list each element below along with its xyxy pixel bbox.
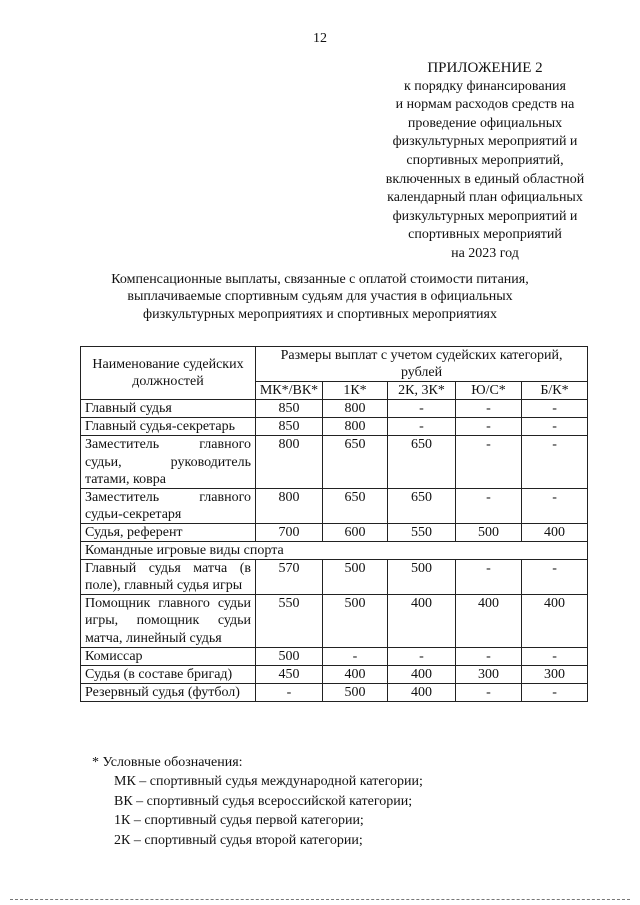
payment-value-cell: 600: [323, 523, 388, 541]
payment-value-cell: 400: [323, 665, 388, 683]
appendix-line: календарный план официальных: [387, 190, 583, 206]
position-name-cell: Заместитель главного судьи, руководитель татами, ковра: [81, 436, 256, 488]
position-name-cell: Резервный судья (футбол): [81, 683, 256, 701]
payment-value-cell: 400: [388, 683, 456, 701]
position-name-cell: Помощник главного судьи игры, помощник судьи матча, линейный судья: [81, 595, 256, 647]
payment-value-cell: 400: [456, 595, 522, 647]
payment-value-cell: -: [256, 683, 323, 701]
payment-value-cell: 400: [388, 595, 456, 647]
table-caption: [60, 271, 580, 323]
caption-line: выплачиваемые спортивным судьям для участия в официальных: [127, 289, 513, 305]
payment-value-cell: 300: [522, 665, 588, 683]
appendix-line: к порядку финансирования: [404, 78, 566, 94]
category-header: МК*/ВК*: [256, 382, 323, 400]
payment-value-cell: -: [388, 418, 456, 436]
appendix-line: физкультурных мероприятий и: [392, 134, 578, 150]
payment-value-cell: -: [522, 418, 588, 436]
payment-value-cell: -: [456, 400, 522, 418]
page-number: 12: [313, 31, 327, 46]
payment-value-cell: 550: [256, 595, 323, 647]
position-name-cell: Заместитель главного судьи-секретаря: [81, 488, 256, 523]
payment-value-cell: 550: [388, 523, 456, 541]
category-header: Ю/С*: [456, 382, 522, 400]
payment-value-cell: 700: [256, 523, 323, 541]
appendix-line: на 2023 год: [451, 245, 519, 261]
payment-value-cell: -: [522, 560, 588, 595]
table-header-row: [81, 347, 588, 382]
position-name-cell: Судья (в составе бригад): [81, 665, 256, 683]
payment-value-cell: 800: [323, 400, 388, 418]
payment-value-cell: 650: [323, 436, 388, 488]
payment-value-cell: 650: [388, 436, 456, 488]
payment-value-cell: 500: [323, 560, 388, 595]
table-row: [81, 560, 588, 595]
table-row: [81, 400, 588, 418]
position-name-cell: Главный судья-секретарь: [81, 418, 256, 436]
payment-value-cell: 500: [256, 647, 323, 665]
payment-value-cell: 570: [256, 560, 323, 595]
payment-value-cell: 500: [456, 523, 522, 541]
legend-title: * Условные обозначения:: [92, 755, 243, 770]
payment-value-cell: 500: [388, 560, 456, 595]
legend-item: МК – спортивный судья международной категории;: [114, 774, 423, 790]
category-header: 1К*: [323, 382, 388, 400]
payment-value-cell: -: [456, 560, 522, 595]
payment-value-cell: 500: [323, 683, 388, 701]
table-row: [81, 665, 588, 683]
payment-value-cell: 800: [323, 418, 388, 436]
payment-value-cell: -: [456, 683, 522, 701]
category-header: 2К, 3К*: [388, 382, 456, 400]
appendix-header: [360, 59, 610, 264]
payment-value-cell: 400: [522, 523, 588, 541]
table-row: [81, 647, 588, 665]
payment-value-cell: 800: [256, 436, 323, 488]
caption-line: физкультурных мероприятиях и спортивных мероприятиях: [143, 306, 497, 322]
appendix-line: физкультурных мероприятий и: [392, 208, 578, 224]
payment-value-cell: -: [456, 647, 522, 665]
payment-value-cell: 450: [256, 665, 323, 683]
legend-item: 2К – спортивный судья второй категории;: [114, 832, 363, 848]
payment-value-cell: -: [522, 400, 588, 418]
appendix-title: ПРИЛОЖЕНИЕ 2: [427, 60, 543, 76]
payment-size-header: Размеры выплат с учетом судейских категорий, рублей: [256, 347, 588, 382]
position-name-cell: Главный судья: [81, 400, 256, 418]
payment-value-cell: -: [522, 488, 588, 523]
caption-line: Компенсационные выплаты, связанные с оплатой стоимости питания,: [111, 272, 529, 287]
payment-value-cell: -: [522, 683, 588, 701]
payment-value-cell: -: [456, 436, 522, 488]
payment-value-cell: 300: [456, 665, 522, 683]
appendix-line: спортивных мероприятий,: [406, 152, 564, 168]
table-row: [81, 523, 588, 541]
table-body: [81, 400, 588, 702]
table-row: [81, 595, 588, 647]
appendix-line: проведение официальных: [407, 115, 563, 131]
payment-value-cell: 400: [522, 595, 588, 647]
appendix-line: спортивных мероприятий: [408, 227, 562, 243]
payment-value-cell: -: [388, 400, 456, 418]
legend-notes: [92, 753, 612, 850]
footer-divider: [10, 899, 630, 900]
section-label: Командные игровые виды спорта: [81, 542, 588, 560]
payment-value-cell: -: [323, 647, 388, 665]
payment-value-cell: 650: [388, 488, 456, 523]
appendix-line: и нормам расходов средств на: [395, 97, 575, 113]
table-section-row: [81, 542, 588, 560]
position-name-cell: Судья, референт: [81, 523, 256, 541]
payment-value-cell: -: [522, 647, 588, 665]
table-row: [81, 418, 588, 436]
payment-value-cell: 850: [256, 418, 323, 436]
position-name-cell: Комиссар: [81, 647, 256, 665]
payment-value-cell: 400: [388, 665, 456, 683]
legend-item: 1К – спортивный судья первой категории;: [114, 813, 364, 829]
payments-table: [80, 346, 588, 702]
table-row: [81, 436, 588, 488]
payment-value-cell: -: [388, 647, 456, 665]
appendix-line: включенных в единый областной: [385, 171, 585, 187]
table-row: [81, 488, 588, 523]
position-name-header: Наименование судейских должностей: [81, 347, 256, 400]
payment-value-cell: 500: [323, 595, 388, 647]
payment-value-cell: -: [456, 488, 522, 523]
table-row: [81, 683, 588, 701]
payment-value-cell: 800: [256, 488, 323, 523]
payment-value-cell: -: [456, 418, 522, 436]
payment-value-cell: -: [522, 436, 588, 488]
position-name-cell: Главный судья матча (в поле), главный судья игры: [81, 560, 256, 595]
payment-value-cell: 650: [323, 488, 388, 523]
legend-item: ВК – спортивный судья всероссийской категории;: [114, 793, 413, 809]
category-header: Б/К*: [522, 382, 588, 400]
payment-value-cell: 850: [256, 400, 323, 418]
